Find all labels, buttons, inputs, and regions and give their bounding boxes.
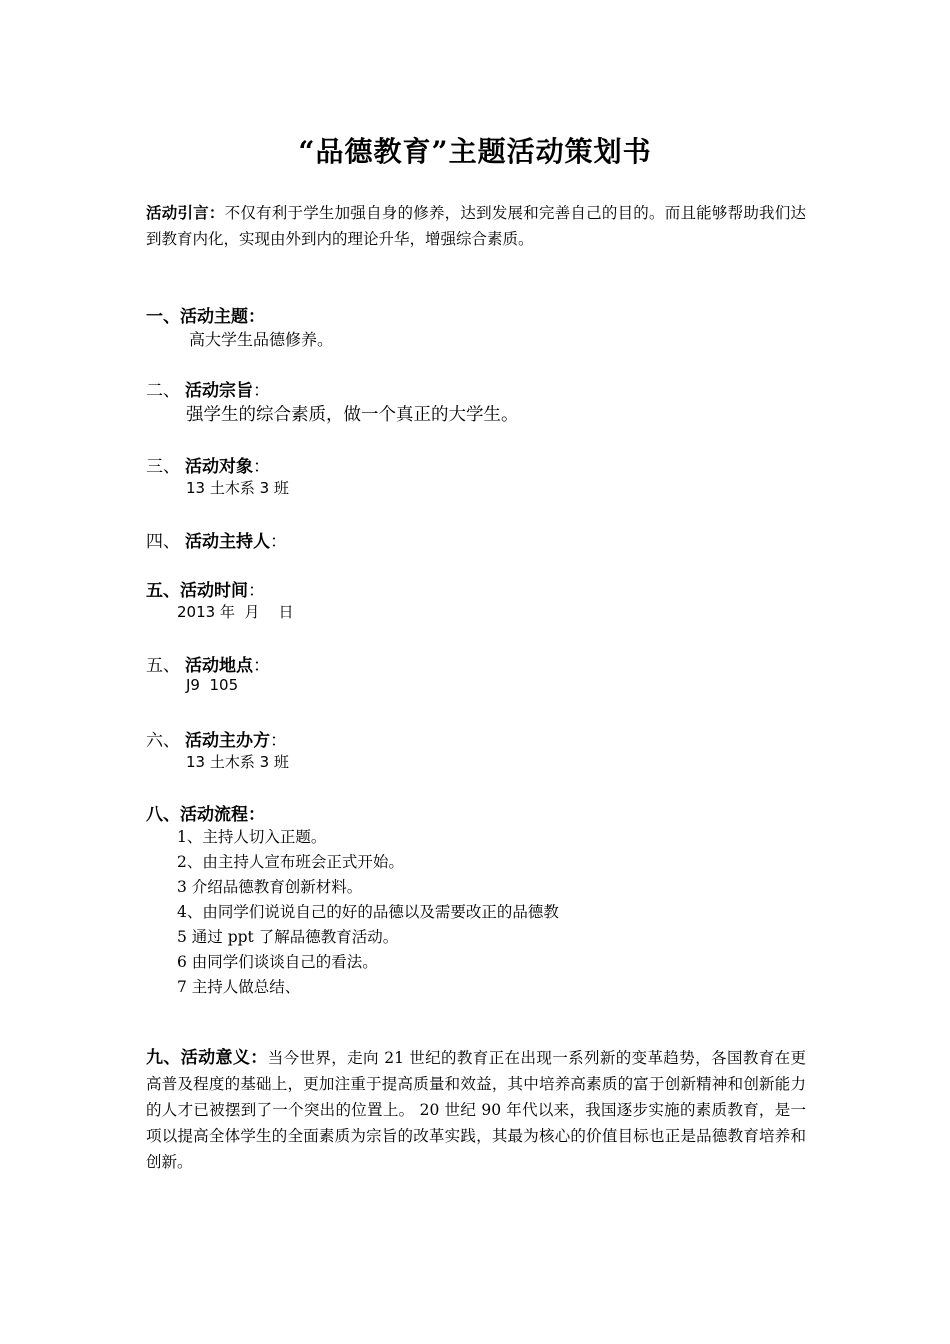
section-colon: ：	[253, 457, 270, 477]
section-label: 活动时间	[180, 581, 248, 601]
section-time-heading	[146, 576, 265, 601]
process-step: 5 通过 ppt 了解品德教育活动。	[177, 928, 399, 946]
section-colon: ：	[270, 731, 287, 751]
section-label: 活动主办方	[185, 731, 270, 751]
section-colon: ：	[248, 581, 265, 601]
process-step: 6 由同学们谈谈自己的看法。	[177, 953, 378, 971]
intro-label: 活动引言：	[146, 203, 225, 222]
process-step: 3 介绍品德教育创新材料。	[177, 878, 363, 896]
document-title: “品德教育”主题活动策划书	[298, 135, 652, 168]
section-label: 活动主持人	[185, 532, 270, 552]
section-label: 活动宗旨	[185, 381, 253, 401]
section-significance-paragraph	[146, 1045, 806, 1175]
section-theme-heading	[146, 302, 265, 327]
section-number: 六、	[146, 731, 180, 751]
section-organizer-content: 13 土木系 3 班	[186, 753, 289, 771]
section-purpose-content: 强学生的综合素质，做一个真正的大学生。	[186, 405, 519, 425]
section-significance-label: 九、活动意义：	[146, 1048, 268, 1068]
section-colon: ：	[248, 307, 265, 327]
section-audience-content: 13 土木系 3 班	[186, 479, 289, 497]
section-process-heading	[146, 800, 265, 825]
section-colon: ：	[270, 532, 287, 552]
section-colon: ：	[248, 805, 265, 825]
intro-text: 不仅有利于学生加强自身的修养，达到发展和完善自己的目的。而且能够帮助我们达到教育内化，实现由外到内的理论升华，增强综合素质。	[146, 204, 806, 248]
section-location-content: J9 105	[186, 676, 239, 694]
section-organizer-heading	[146, 726, 287, 751]
section-label: 活动流程	[180, 805, 248, 825]
process-step: 1、主持人切入正题。	[177, 828, 327, 846]
section-label: 活动地点	[185, 656, 253, 676]
section-theme-content: 高大学生品德修养。	[189, 330, 334, 349]
section-colon: ：	[253, 381, 270, 401]
process-step: 2、由主持人宣布班会正式开始。	[177, 853, 404, 871]
section-significance-text: 当今世界，走向 21 世纪的教育正在出现一系列新的变革趋势，各国教育在更高普及程度的基础上，更加注重于提高质量和效益，其中培养高素质的富于创新精神和创新能力的人才已被摆到了一个突出的位置上。 20 世纪 90 年代以来，我国逐步实施的素质教育，是一项以提高全体学生的全面素质为宗旨的改革实践，其最为核心的价值目标也正是品德教育培养和创新。	[146, 1049, 806, 1171]
section-number: 二、	[146, 381, 180, 401]
intro-paragraph	[146, 200, 806, 252]
section-number: 三、	[146, 457, 180, 477]
section-host-heading	[146, 527, 287, 552]
section-label: 活动主题	[180, 307, 248, 327]
section-audience-heading	[146, 452, 270, 477]
section-number: 五、	[146, 656, 180, 676]
process-step: 7 主持人做总结、	[177, 978, 301, 996]
section-number: 一、	[146, 307, 180, 327]
section-location-heading	[146, 651, 270, 676]
process-step: 4、由同学们说说自己的好的品德以及需要改正的品德教	[177, 903, 559, 921]
section-colon: ：	[253, 656, 270, 676]
section-purpose-heading	[146, 376, 270, 401]
section-number: 四、	[146, 532, 180, 552]
section-label: 活动对象	[185, 457, 253, 477]
section-number: 八、	[146, 805, 180, 825]
section-time-content: 2013 年 月 日	[177, 603, 294, 621]
section-number: 五、	[146, 581, 180, 601]
